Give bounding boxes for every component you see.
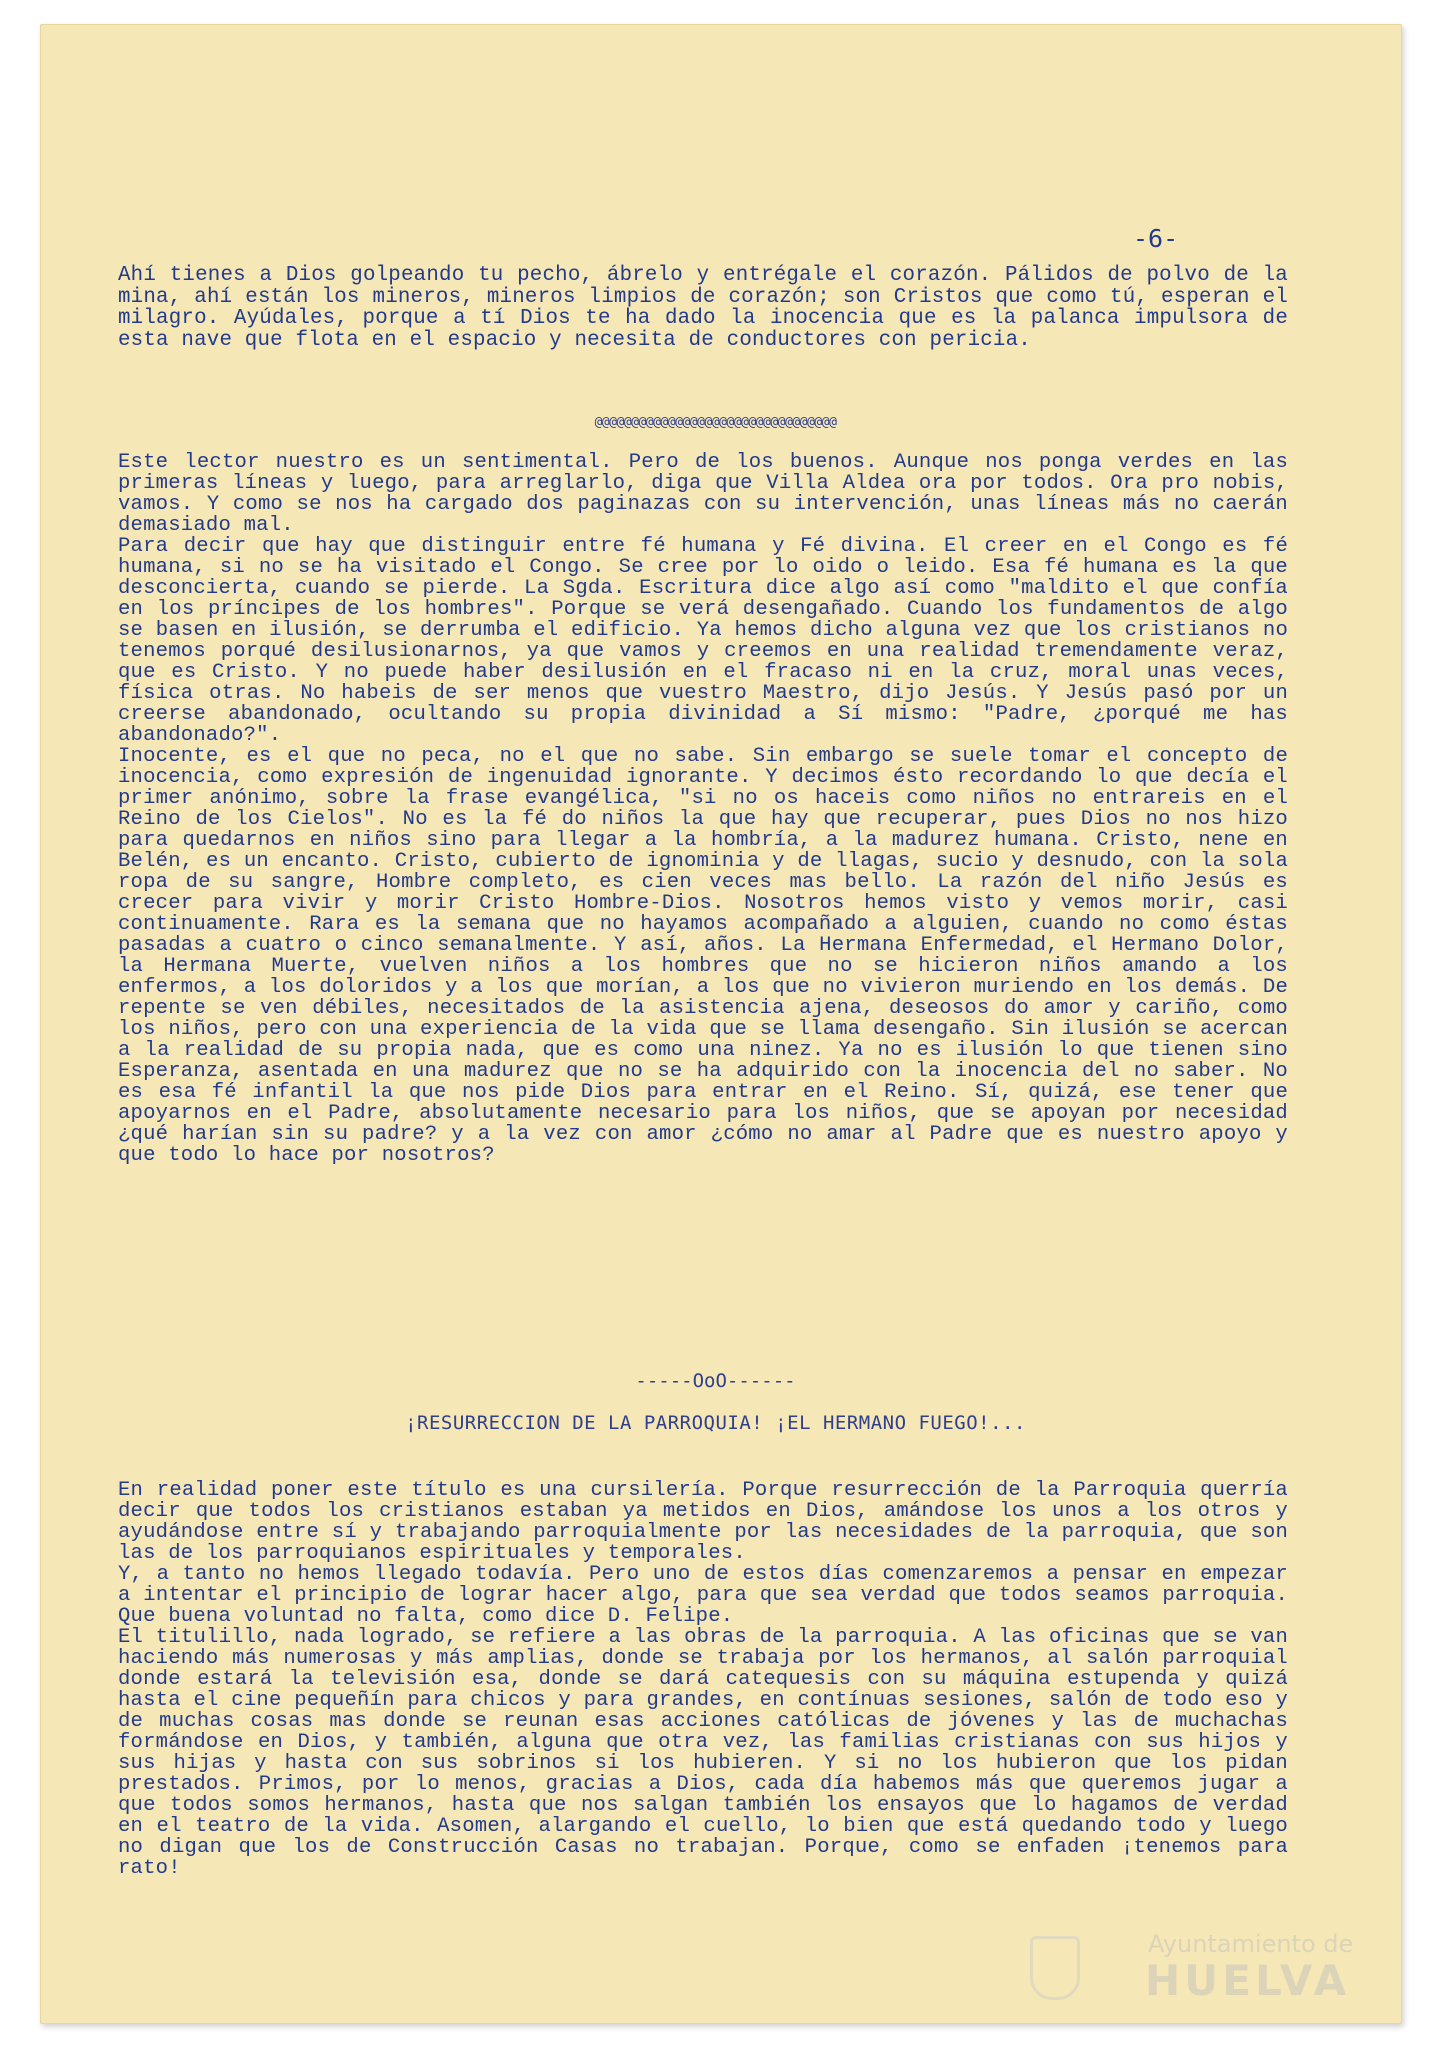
lector-paragraph-2: Para decir que hay que distinguir entre fé humana y Fé divina. El creer en el Congo es fé humana, si no se ha visitado el Congo. Se cree por lo oido o leido. Esa fé humana es la que desconcierta, cuando se pierde. La Sgda. Escritura dice algo así como "maldito el que confía en los príncipes de los hombres". Porque se verá desengañado. Cuando los fundamentos de algo se basen en ilusión, se derrumba el edificio. Ya hemos dicho alguna vez que los cristianos no tenemos porqué desilusionarnos, ya que vamos y creemos en una realidad tremendamente veraz, que es Cristo. Y no puede haber desilusión en el fracaso ni en la cruz, moral unas veces, física otras. No habeis de ser menos que vuestro Maestro, dijo Jesús. Y Jesús pasó por un creerse abandonado, ocultando su propia divinidad a Sí mismo: "Padre, ¿porqué me has abandonado?". [118,535,1288,747]
parroquia-paragraph-2: Y, a tanto no hemos llegado todavía. Pero uno de estos días comenzaremos a pensar en empezar a intentar el principio de lograr hacer algo, para que sea verdad que todos seamos parroquia. Que buena voluntad no falta, como dice D. Felipe. [118,1563,1288,1628]
article-heading: ¡RESURRECCION DE LA PARROQUIA! ¡EL HERMANO FUEGO!... [405,1412,1026,1434]
intro-text: Ahí tienes a Dios golpeando tu pecho, ábrelo y entrégale el corazón. Pálidos de polvo de la mina, ahí están los mineros, mineros limpios de corazón; son Cristos que como tú, esperan el milagro. Ayúdales, porque a tí Dios te ha dado la inocencia que es la palanca impulsora de esta nave que flota en el espacio y necesita de conductores con pericia. [118,264,1288,352]
separator-ooo: -----OoO------ [635,1370,796,1392]
parroquia-paragraph-3: El titulillo, nada logrado, se refiere a las obras de la parroquia. A las oficinas que se van haciendo más numerosas y más amplias, donde se trabaja por los hermanos, al salón parroquial donde estará la televisión esa, donde se dará catequesis con su máquina estupenda y quizá hasta el cine pequeñín para chicos y para grandes, en contínuas sesiones, salón de todo eso y de muchas cosas mas donde se reunan esas acciones católicas de jóvenes y las de muchachas formándose en Dios, y también, alguna que otra vez, las familias cristianas con sus hijos y sus hijas y hasta con sus sobrinos si los hubieren. Y si no los hubieron que los pidan prestados. Primos, por lo menos, gracias a Dios, cada día habemos más que queremos jugar a que todos somos hermanos, hasta que nos salgan también los ensayos que lo hagamos de verdad en el teatro de la vida. Asomen, alargando el cuello, lo bien que está quedando todo y luego no digan que los de Construcción Casas no trabajan. Porque, como se enfaden ¡tenemos para rato! [118,1626,1288,1880]
intro-paragraph [118,265,1288,351]
lector-article [118,452,1288,1166]
city-seal-icon [1030,1936,1080,2000]
archive-watermark [1030,1930,1360,2010]
lector-paragraph-3: Inocente, es el que no peca, no el que no sabe. Sin embargo se suele tomar el concepto de inocencia, como expresión de ingenuidad ignorante. Y decimos ésto recordando lo que decía el primer anónimo, sobre la frase evangélica, "si no os haceis como niños no entrareis en el Reino de los Cielos". No es la fé do niños la que hay que recuperar, pues Dios no nos hizo para quedarnos en niños sino para llegar a la hombría, a la madurez humana. Cristo, nene en Belén, es un encanto. Cristo, cubierto de ignominia y de llagas, sucio y desnudo, con la sola ropa de su sangre, Hombre completo, es cien veces mas bello. La razón del niño Jesús es crecer para vivir y morir Cristo Hombre-Dios. Nosotros hemos visto y vemos morir, casi continuamente. Rara es la semana que no hayamos acompañado a alguien, cuando no como éstas pasadas a cuatro o cinco semanalmente. Y así, años. La Hermana Enfermedad, el Hermano Dolor, la Hermana Muerte, vuelven niños a los hombres que no se hicieron niños amando a los enfermos, a los doloridos y a los que morían, a los que no vivieron muriendo en los demás. De repente se ven débiles, necesitados de la asistencia ajena, deseosos do amor y cariño, como los niños, pero con una experiencia de la vida que se llama desengaño. Sin ilusión se acercan a la realidad de su propia nada, que es como una ninez. Ya no es ilusión lo que tienen sino Esperanza, asentada en una madurez que no se ha adquirido con la inocencia del no saber. No es esa fé infantil la que nos pide Dios para entrar en el Reino. Sí, quizá, ese tener que apoyarnos en el Padre, absolutamente necesario para los niños, que se apoyan por necesidad ¿qué harían sin su padre? y a la vez con amor ¿cómo no amar al Padre que es nuestro apoyo y que todo lo hace por nosotros? [118,745,1288,1167]
parroquia-article [118,1480,1288,1879]
page-number: -6- [1133,224,1179,253]
parroquia-paragraph-1: En realidad poner este título es una cursilería. Porque resurrección de la Parroquia querría decir que todos los cristianos estaban ya metidos en Dios, amándose los unos a los otros y ayudándose entre sí y trabajando parroquialmente por las necesidades de la parroquia, que son las de los parroquianos espirituales y temporales. [118,1479,1288,1565]
separator-at-signs: @@@@@@@@@@@@@@@@@@@@@@@@@@@@@@@@@ [594,415,837,430]
watermark-line-1: Ayuntamiento de [1148,1930,1354,1958]
watermark-line-2: HUELVA [1145,1956,1351,2005]
lector-paragraph-1: Este lector nuestro es un sentimental. Pero de los buenos. Aunque nos ponga verdes en las primeras líneas y luego, para arreglarlo, diga que Villa Aldea ora por todos. Ora pro nobis, vamos. Y como se nos ha cargado dos paginazas con su intervención, unas líneas más no caerán demasiado mal. [118,451,1288,537]
